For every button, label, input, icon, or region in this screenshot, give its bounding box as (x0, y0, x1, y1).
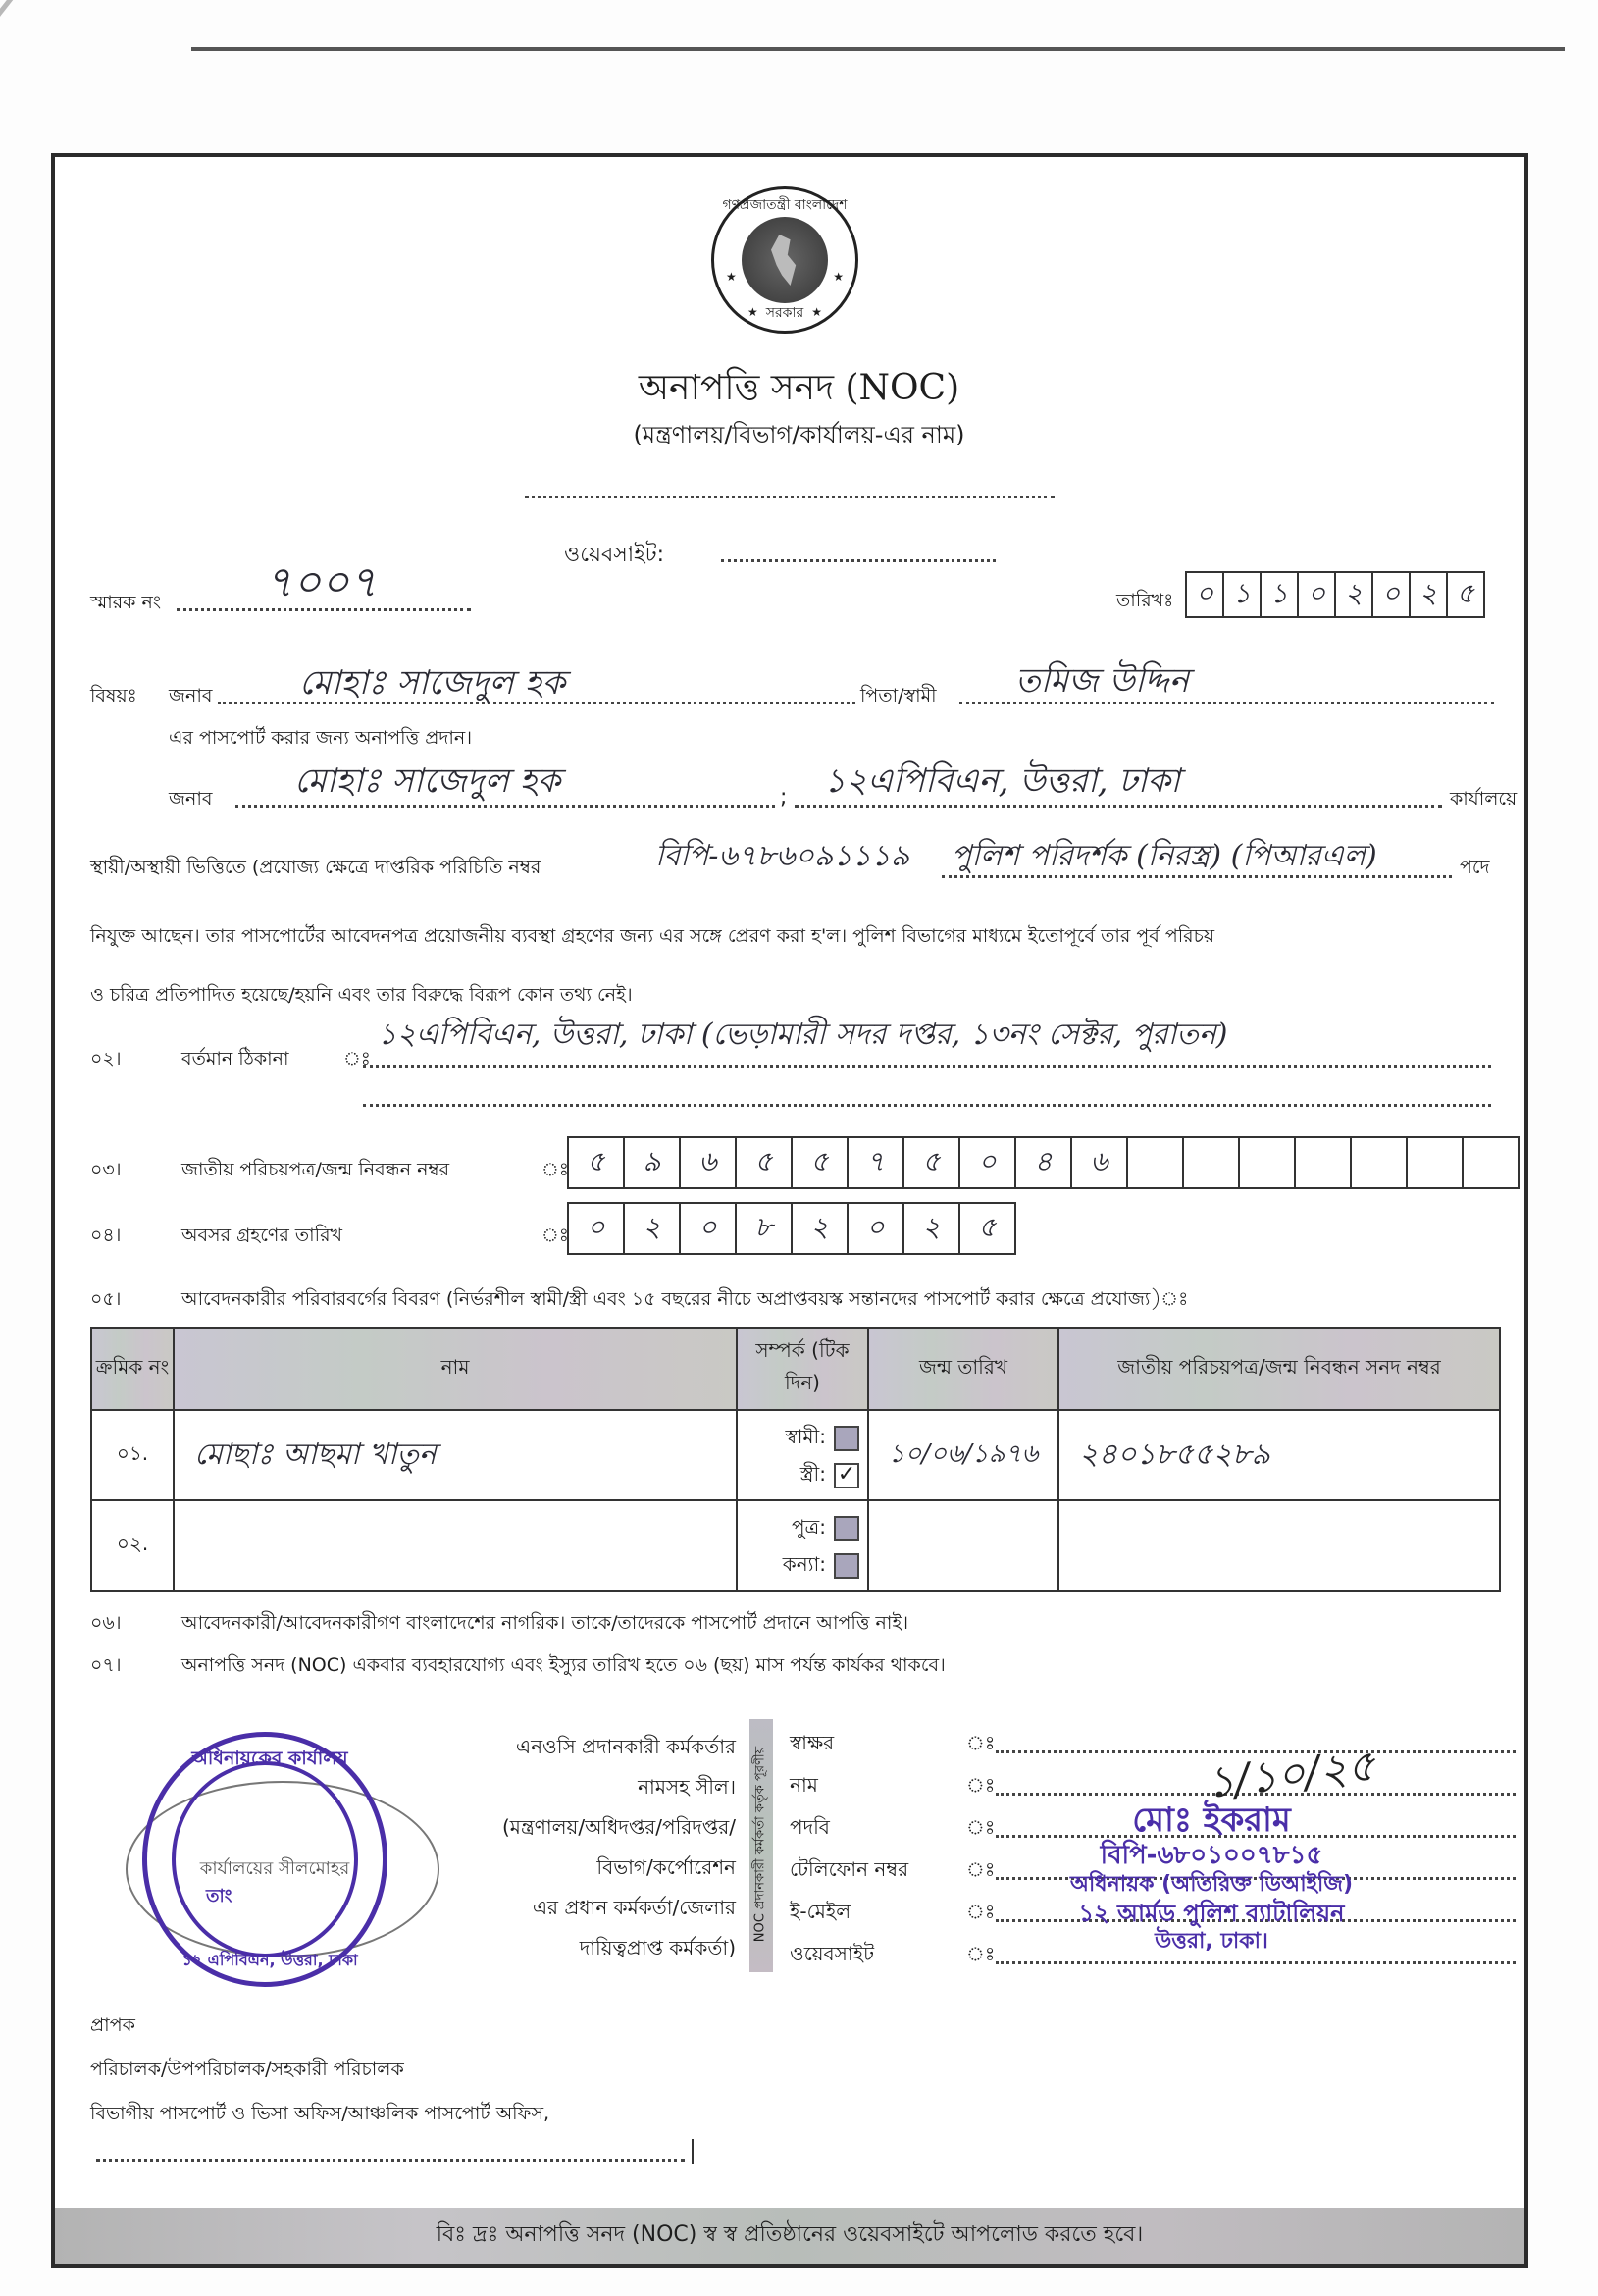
issue-date-digit-box[interactable]: ০ (1299, 573, 1336, 616)
ministry-name-field[interactable] (525, 496, 1055, 498)
officer-stamp (991, 1800, 1432, 1956)
relation-cell (737, 1500, 868, 1591)
signatory-desc-line: এর প্রধান কর্মকর্তা/জেলার (532, 1896, 736, 1919)
officer-stamp-line: বিপি-৬৮০১০০৭৮১৫ (1100, 1841, 1323, 1870)
nid-digit-box[interactable]: ৪ (1016, 1138, 1072, 1187)
recipient-label: প্রাপক (90, 2014, 135, 2036)
issue-date-digit-box[interactable]: ০ (1373, 573, 1411, 616)
relation-cell (737, 1410, 868, 1500)
issue-date-digit-box[interactable]: ১ (1224, 573, 1262, 616)
designation-value: পুলিশ পরিদর্শক (নিরস্ত্র) (পিআরএল) (952, 839, 1377, 873)
signatory-field-row: ওয়েবসাইট ঃ (790, 1930, 1516, 1972)
seal-top-text: অধিনায়কের কার্যালয় (191, 1748, 348, 1769)
col-relation: সম্পর্ক (টিক দিন) (737, 1328, 868, 1410)
signatory-field-label: স্বাক্ষর (790, 1731, 835, 1754)
issue-date-digit-box[interactable]: ৫ (1456, 576, 1475, 609)
website-field[interactable] (721, 559, 996, 562)
dob-cell (868, 1500, 1058, 1591)
bangladesh-map-icon (771, 235, 799, 286)
mr-label: জনাব (169, 685, 213, 706)
signatory-field-row: টেলিফোন নম্বর ঃ (790, 1846, 1516, 1888)
nid-digit-box[interactable]: ০ (960, 1138, 1016, 1187)
office-suffix: কার্যালয়ে (1450, 788, 1518, 809)
col-nid: জাতীয় পরিচয়পত্র/জন্ম নিবন্ধন সনদ নম্বর (1058, 1328, 1500, 1410)
retirement-date-digit-box[interactable]: ২ (904, 1204, 960, 1253)
signatory-strip (749, 1719, 773, 1972)
nid-cell (1058, 1500, 1500, 1591)
memo-label: স্মারক নং (90, 592, 162, 613)
address-value: ১২এপিবিএন, উত্তরা, ঢাকা (ভেড়ামারী সদর দপ্তর, ১৩নং সেক্টর, পুরাতন) (378, 1018, 1228, 1052)
nid-digit-box[interactable]: ৬ (681, 1138, 737, 1187)
item-06-text: আবেদনকারী/আবেদনকারীগণ বাংলাদেশের নাগরিক। তাকে/তাদেরকে পাসপোর্ট প্রদানে আপত্তি নাই। (181, 1612, 909, 1634)
table-row (91, 1500, 1500, 1591)
item-07-num: ০৭। (90, 1654, 122, 1676)
recipient-line1: পরিচালক/উপপরিচালক/সহকারী পরিচালক (90, 2059, 404, 2080)
emblem-bottom-text: সরকার (765, 305, 804, 321)
relation-1-checkbox[interactable] (834, 1516, 859, 1541)
issue-date-digit-box[interactable]: ০ (1187, 573, 1224, 616)
body-line4: ও চরিত্র প্রতিপাদিত হয়েছে/হয়নি এবং তার বিরুদ্ধে বিরূপ কোন তথ্য নেই। (90, 984, 633, 1006)
page-title: অনাপত্তি সনদ (NOC) (638, 368, 960, 408)
issue-date-digit-box[interactable]: ১ (1262, 573, 1299, 616)
relation-1-checkbox[interactable] (834, 1426, 859, 1451)
strip-text: NOC প্রদানকারী কর্মকর্তা কর্তৃক পূরণীয় (752, 1746, 768, 1943)
nid-cell: ২৪০১৮৫৫২৮৯ (1058, 1410, 1500, 1500)
retirement-date-digit-box[interactable]: ৮ (737, 1204, 793, 1253)
bp-number: বিপি-৬৭৮৬০৯১১১৯ (655, 839, 910, 873)
nid-digit-box[interactable] (1352, 1138, 1408, 1187)
father-name: তমিজ উদ্দিন (1015, 661, 1190, 701)
signatory-desc-line: এনওসি প্রদানকারী কর্মকর্তার (515, 1735, 736, 1758)
office-value: ১২এপিবিএন, উত্তরা, ঢাকা (824, 761, 1180, 801)
col-serial: ক্রমিক নং (91, 1328, 174, 1410)
retirement-date-digit-box[interactable]: ২ (625, 1204, 681, 1253)
relation-label: স্বামী: (785, 1425, 826, 1448)
paper-edge (191, 47, 1565, 51)
issue-date-digit-box[interactable]: ২ (1336, 573, 1373, 616)
name-cell: মোছাঃ আছমা খাতুন (174, 1410, 737, 1500)
body-line2-prefix: স্থায়ী/অস্থায়ী ভিত্তিতে (প্রযোজ্য ক্ষেত্রে দাপ্তরিক পরিচিতি নম্বর (90, 857, 541, 878)
relation-2-checkbox[interactable]: ✓ (834, 1463, 859, 1488)
subject-label: বিষয়ঃ (90, 685, 137, 706)
item-05-num: ০৫। (90, 1288, 122, 1310)
retirement-date-digit-box[interactable]: ০ (681, 1204, 737, 1253)
retirement-date-digit-box[interactable]: ০ (849, 1204, 904, 1253)
name-cell (174, 1500, 737, 1591)
signatory-description (432, 1727, 736, 1968)
dob-cell: ১০/০৬/১৯৭৬ (868, 1410, 1058, 1500)
signatory-field-label: পদবি (790, 1815, 830, 1839)
recipient-line2: বিভাগীয় পাসপোর্ট ও ভিসা অফিস/আঞ্চলিক পাসপোর্ট অফিস, (90, 2103, 550, 2124)
emblem-top-text: গণপ্রজাতন্ত্রী বাংলাদেশ (722, 197, 848, 213)
paper-fold (0, 0, 164, 62)
signatory-field-input[interactable] (996, 1961, 1516, 1964)
nid-digit-box[interactable]: ৫ (904, 1138, 960, 1187)
seal-label: কার্যালয়ের সীলমোহর (199, 1858, 350, 1879)
nid-digit-box[interactable] (1128, 1138, 1184, 1187)
item-07-text: অনাপত্তি সনদ (NOC) একবার ব্যবহারযোগ্য এবং ইস্যুর তারিখ হতে ০৬ (ছয়) মাস পর্যন্ত কার্যকর থাকবে। (181, 1654, 946, 1676)
signatory-desc-line: বিভাগ/কর্পোরেশন (596, 1855, 736, 1879)
signatory-desc-line: নামসহ সীল। (638, 1775, 736, 1799)
retirement-date-digit-box[interactable]: ২ (793, 1204, 849, 1253)
signatory-field-row: ই-মেইল ঃ (790, 1888, 1516, 1930)
relation-label: পুত্র: (791, 1515, 826, 1539)
signatory-field-label: টেলিফোন নম্বর (790, 1857, 909, 1881)
nid-label: জাতীয় পরিচয়পত্র/জন্ম নিবন্ধন নম্বর (181, 1159, 450, 1180)
body-line2-suffix: পদে (1460, 857, 1490, 878)
nid-digit-box[interactable] (1464, 1138, 1518, 1187)
nid-digit-box[interactable]: ৭ (849, 1138, 904, 1187)
nid-digit-box[interactable] (1296, 1138, 1352, 1187)
recipient-office-field[interactable] (96, 2159, 685, 2162)
signatory-field-label: ই-মেইল (790, 1900, 851, 1923)
address-label: বর্তমান ঠিকানা (181, 1048, 289, 1070)
subject-line2: এর পাসপোর্ট করার জন্য অনাপত্তি প্রদান। (169, 727, 473, 749)
footer-note: বিঃ দ্রঃ অনাপত্তি সনদ (NOC) স্ব স্ব প্রতিষ্ঠানের ওয়েবসাইটে আপলোড করতে হবে। (436, 2222, 1144, 2247)
officer-stamp-line: উত্তরা, ঢাকা। (1155, 1929, 1268, 1954)
relation-label: কন্যা: (782, 1552, 826, 1576)
signatory-field-label: নাম (790, 1773, 818, 1797)
signatory-field-label: ওয়েবসাইট (790, 1942, 874, 1965)
item-02-num: ০২। (90, 1048, 122, 1070)
relation-label: স্ত্রী: (799, 1462, 826, 1486)
issue-date-boxes[interactable] (1185, 571, 1485, 618)
table-row (91, 1410, 1500, 1500)
item-03-num: ০৩। (90, 1159, 122, 1180)
address-field-2[interactable] (363, 1104, 1491, 1107)
officer-stamp-line: অধিনায়ক (অতিরিক্ত ডিআইজি) (1069, 1872, 1354, 1897)
nid-digit-box[interactable]: ৫ (569, 1138, 625, 1187)
retirement-date-digit-box[interactable]: ০ (569, 1204, 625, 1253)
nid-digit-box[interactable] (1184, 1138, 1240, 1187)
body-mr-label: জনাব (169, 788, 213, 809)
retirement-label: অবসর গ্রহণের তারিখ (181, 1225, 343, 1246)
serial-cell: ০১. (91, 1410, 174, 1500)
nid-digit-box[interactable] (1408, 1138, 1464, 1187)
nid-digit-box[interactable] (1240, 1138, 1296, 1187)
nid-digit-box[interactable]: ৫ (793, 1138, 849, 1187)
retirement-date-boxes[interactable] (567, 1202, 1016, 1255)
website-label: ওয়েবসাইট: (564, 543, 664, 567)
signatory-field-row: পদবি ঃ (790, 1803, 1516, 1846)
seal-bottom-text: ১২ এপিবিএন, উত্তরা, ঢাকা (181, 1951, 358, 1969)
officer-stamp-line: ১২ আর্মড পুলিশ ব্যাটালিয়ন (1078, 1900, 1345, 1927)
item-04-num: ০৪। (90, 1225, 122, 1246)
government-emblem-icon: গণপ্রজাতন্ত্রী বাংলাদেশ ★ ★ ★ ★ সরকার (711, 186, 858, 334)
issue-date-digit-box[interactable]: ২ (1411, 573, 1448, 616)
address-field[interactable] (363, 1065, 1491, 1068)
col-dob: জন্ম তারিখ (868, 1328, 1058, 1410)
father-label: পিতা/স্বামী (860, 685, 937, 706)
officer-stamp-line: মোঃ ইকরাম (1132, 1800, 1291, 1840)
seal-center-text: তাং (206, 1886, 232, 1906)
date-label: তারিখঃ (1116, 590, 1174, 611)
family-label: আবেদনকারীর পরিবারবর্গের বিবরণ (নির্ভরশীল স্বামী/স্ত্রী এবং ১৫ বছরের নীচে অপ্রাপ্তবয়স্ক সন্তানদের পাসপোর্ট করার ক্ষেত্রে প্রযোজ্য)ঃ (181, 1288, 1189, 1310)
body-name: মোহাঃ সাজেদুল হক (294, 761, 561, 801)
retirement-date-digit-box[interactable]: ৫ (978, 1210, 997, 1243)
nid-digit-box[interactable]: ৫ (737, 1138, 793, 1187)
signatory-field-row: স্বাক্ষর ঃ (790, 1719, 1516, 1761)
page-subtitle: (মন্ত্রণালয়/বিভাগ/কার্যালয়-এর নাম) (633, 421, 965, 448)
nid-boxes[interactable] (567, 1136, 1520, 1189)
item-06-num: ০৬। (90, 1612, 122, 1634)
relation-2-checkbox[interactable] (834, 1553, 859, 1579)
signatory-desc-line: দায়িত্বপ্রাপ্ত কর্মকর্তা) (579, 1936, 736, 1959)
col-name: নাম (174, 1328, 737, 1410)
memo-value: ৭০০৭ (265, 557, 378, 607)
family-table (90, 1327, 1501, 1592)
applicant-name: মোহাঃ সাজেদুল হক (299, 663, 566, 703)
serial-cell: ০২. (91, 1500, 174, 1591)
nid-digit-box[interactable]: ৯ (625, 1138, 681, 1187)
signatory-desc-line: (মন্ত্রণালয়/অধিদপ্তর/পরিদপ্তর/ (501, 1815, 736, 1839)
nid-digit-box[interactable]: ৬ (1072, 1138, 1128, 1187)
signatory-field-row: নাম ঃ (790, 1761, 1516, 1803)
body-line3: নিযুক্ত আছেন। তার পাসপোর্টের আবেদনপত্র প্রয়োজনীয় ব্যবস্থা গ্রহণের জন্য এর সঙ্গে প্রেরণ করা হ'ল। পুলিশ বিভাগের মাধ্যমে ইতোপূর্বে তার পূর্ব পরিচয় (90, 925, 1215, 947)
footer-note-band (55, 2208, 1524, 2264)
signature: ১/১০/২৫ (1204, 1741, 1378, 1808)
